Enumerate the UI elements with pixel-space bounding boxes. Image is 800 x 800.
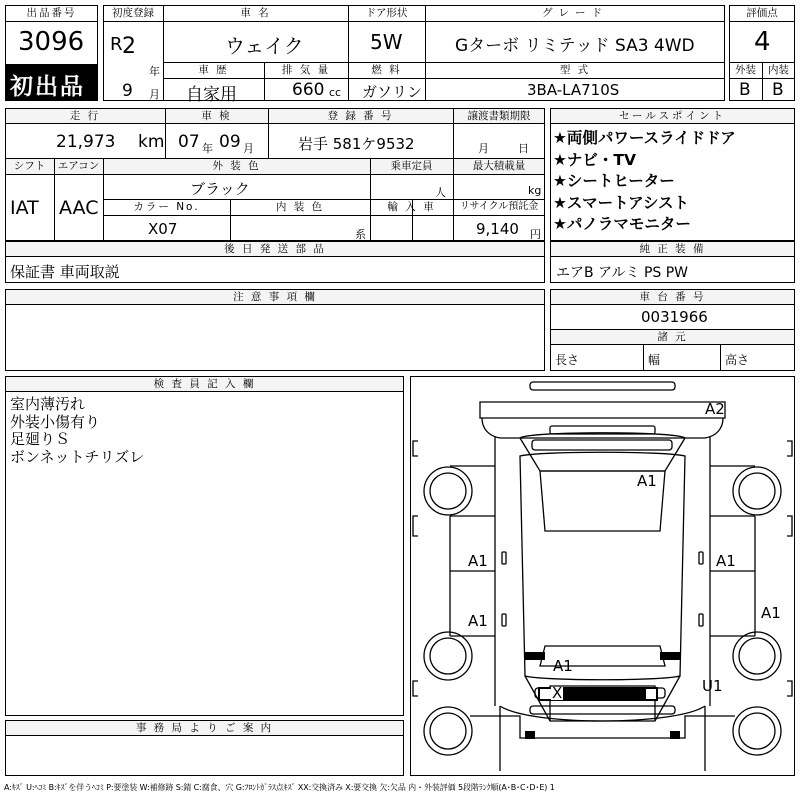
equipment: エアB アルミ PS PW [556,265,689,281]
chassis-label: 車 台 番 号 [639,291,706,303]
plate: 岩手 581ケ9532 [298,135,415,153]
import-label: 輸 入 車 [387,201,436,213]
sales-point: ★パノラマモニター [553,215,691,233]
mileage-label: 走 行 [69,110,101,122]
inspection-label: 車 検 [201,110,232,122]
inspector-line: ボンネットチリズレ [10,447,145,466]
exterior-grade: B [739,80,751,100]
sales-point: ★両側パワースライドドア [553,129,736,147]
shift: IAT [10,197,39,219]
score: 4 [754,27,771,57]
exterior-color: ブラック [190,180,250,198]
inspector-line: 外装小傷有り [10,412,101,431]
history-label: 車 歴 [198,64,229,76]
grade-label: グレード [542,7,608,19]
length-label: 長さ [555,353,580,367]
reg-month: 9 [122,81,133,101]
chassis-number: 0031966 [641,308,708,326]
ac: AAC [59,197,99,219]
era: R [110,34,123,55]
shift-label: シフト [13,160,46,172]
year-unit: 年 [149,65,160,78]
insp-month-unit: 月 [243,142,254,155]
recycle-label: リサイクル預託金 [459,201,539,212]
damage-mark: A1 [468,612,488,630]
damage-mark: A1 [637,472,657,490]
inspector-line: 足廻りＳ [10,430,71,448]
damage-mark: A1 [716,552,736,570]
color-number: X07 [148,220,178,238]
height-label: 高さ [725,353,750,367]
score-label: 評価点 [746,7,778,19]
damage-mark: A1 [761,604,781,622]
width-label: 幅 [648,353,661,367]
fuel: ガソリン [362,83,423,101]
sales-point: ★スマートアシスト [553,193,690,212]
intcolor-unit: 系 [355,228,366,241]
exterior-label: 外装 [735,64,756,76]
equipment-label: 純 正 装 備 [639,243,706,255]
grade: Gターボ リミテッド SA3 4WD [455,36,695,56]
reg-label: 初度登録 [112,7,154,19]
displacement: 660 [292,80,325,100]
notes-label: 注 意 事 項 欄 [233,291,317,303]
later-parts-label: 後 日 発 送 部 品 [224,243,326,255]
door-label: ドア形状 [365,7,408,19]
car-name: ウェイク [225,34,304,58]
color-label: 外 装 色 [212,160,261,172]
damage-mark: A1 [468,552,488,570]
insp-year: 07 [178,132,200,152]
sales-points-list [553,128,736,236]
insp-year-unit: 年 [202,142,213,155]
office-label: 事 務 局 よ り ご 案 内 [135,722,274,734]
damage-mark: X [552,684,563,702]
era-year: 2 [122,34,136,59]
recycle-unit: 円 [530,228,541,241]
km-unit: km [138,132,165,152]
insp-month: 09 [219,132,241,152]
interior-grade: B [772,80,784,100]
model-label: 型 式 [559,64,591,76]
sales-point: ★ナビ・TV [553,150,636,169]
history: 自家用 [186,85,237,105]
car-name-label: 車 名 [240,7,271,19]
lot-label: 出品番号 [26,7,77,19]
door-type: 5W [370,30,403,54]
transfer-month-unit: 月 [478,142,489,155]
legend: A:ｷｽﾞ U:ﾍｺﾐ B:ｷｽﾞを伴うﾍｺﾐ P:要塗装 W:補修跡 S:錆 C:腐食、穴 G:ﾌﾛﾝﾄｶﾞﾗｽ点ｷｽﾞ XX:交換済み X:要交換 欠:欠品 内・外装評価 5段階ﾗﾝｸ順(A･B･C･D･E) 1 [4,783,555,792]
damage-mark: A2 [705,400,725,418]
fuel-label: 燃 料 [371,64,402,76]
inspector-notes [10,396,144,466]
interior-label: 内装 [768,64,789,76]
ac-label: エアコン [57,160,100,172]
dimensions-label: 諸 元 [657,331,688,343]
car-diagram [410,376,795,776]
damage-mark: A1 [553,657,573,675]
intcolor-label: 内 装 色 [275,201,325,213]
model-code: 3BA-LA710S [527,81,620,99]
payload-label: 最大積載量 [472,160,526,172]
damage-mark: U1 [702,677,723,695]
payload-unit: kg [528,184,542,197]
cc-unit: cc [329,86,342,99]
recycle-deposit: 9,140 [476,220,519,238]
inspector-line: 室内薄汚れ [10,395,86,413]
lot-number: 3096 [18,27,85,57]
capacity-unit: 人 [435,186,446,199]
sales-points-label: セールスポイント [618,110,727,122]
mileage: 21,973 [56,132,116,152]
colorno-label: カラー No. [133,201,200,213]
plate-label: 登 録 番 号 [327,110,394,122]
transfer-day-unit: 日 [518,142,529,155]
sales-point: ★シートヒーター [553,172,675,190]
month-unit: 月 [149,88,160,101]
later-parts: 保証書 車両取説 [10,263,120,281]
capacity-label: 乗車定員 [390,160,433,172]
first-listing-text: 初出品 [10,74,85,100]
inspector-label: 検 査 員 記 入 欄 [153,378,256,390]
displacement-label: 排 気 量 [281,64,331,76]
transfer-label: 譲渡書類期限 [467,110,531,122]
